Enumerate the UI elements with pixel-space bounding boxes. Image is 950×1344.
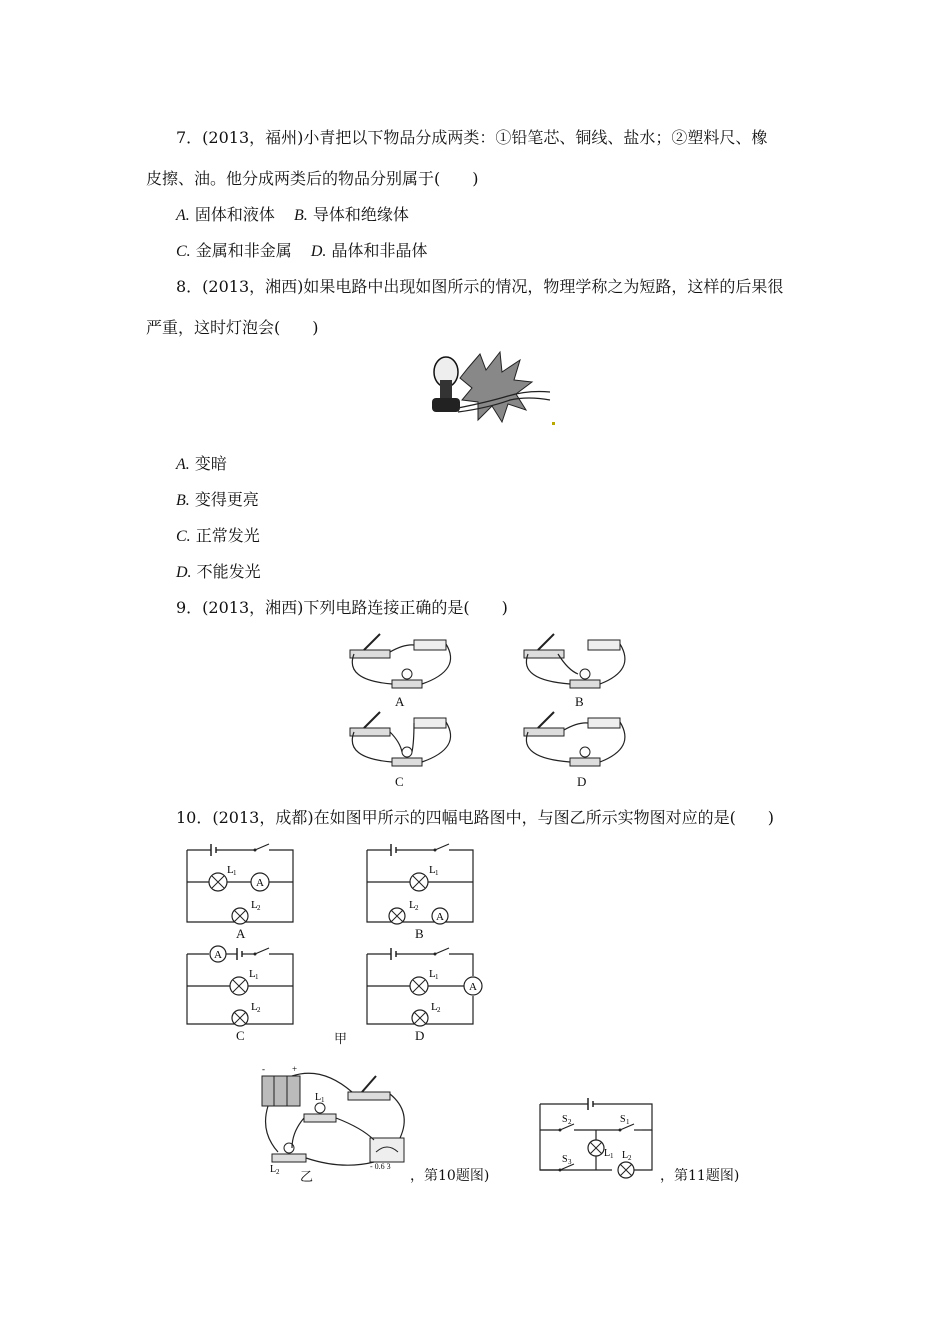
q8-option-b-text: 变得更亮	[194, 490, 259, 509]
q9-circuit-c	[344, 708, 464, 788]
svg-text:2: 2	[568, 1118, 572, 1126]
q9-label-d: D	[577, 774, 587, 789]
q7-option-b-letter: B.	[293, 207, 308, 224]
svg-text:2: 2	[415, 904, 419, 912]
q10-line1: 10．(2013，成都)在如图甲所示的四幅电路图中，与图乙所示实物图对应的是( )	[176, 808, 775, 827]
svg-text:2: 2	[628, 1154, 632, 1162]
svg-text:A: A	[214, 949, 222, 961]
q10-circuit-b	[365, 842, 477, 924]
svg-text:S: S	[562, 1114, 568, 1125]
svg-text:L: L	[429, 864, 436, 876]
q9-label-b: B	[575, 694, 584, 709]
q10-label-a: A	[236, 926, 246, 941]
q7-option-a-letter: A.	[176, 207, 190, 224]
q7-option-c-text: 金属和非金属	[195, 241, 292, 260]
q10-label-d: D	[415, 1028, 425, 1043]
svg-text:A: A	[256, 877, 264, 889]
svg-text:L: L	[227, 864, 234, 876]
svg-text:L: L	[604, 1148, 611, 1159]
q9-label-c: C	[395, 774, 404, 789]
q8-option-a-letter: A.	[176, 456, 190, 473]
q10-circuit-a	[185, 842, 297, 924]
svg-text:1: 1	[610, 1152, 614, 1160]
q8-option-a	[176, 454, 227, 475]
q10-label-c: C	[236, 1028, 245, 1043]
q8-option-a-text: 变暗	[194, 454, 227, 473]
q8-option-c	[176, 526, 260, 547]
q10-label-yi: 乙	[300, 1170, 314, 1185]
svg-text:L: L	[431, 1001, 438, 1013]
q7-option-d-letter: D.	[310, 243, 327, 260]
q10-circuit-c	[185, 944, 297, 1026]
svg-text:1: 1	[435, 869, 439, 877]
q8-option-b	[176, 490, 259, 511]
q9-line1: 9．(2013，湘西)下列电路连接正确的是( )	[176, 598, 508, 617]
q8-option-c-letter: C.	[176, 528, 191, 545]
svg-text:A: A	[436, 911, 444, 923]
svg-text:2: 2	[257, 1006, 261, 1014]
q8-option-d-text: 不能发光	[196, 562, 261, 581]
svg-text:-: -	[262, 1064, 265, 1074]
svg-text:2: 2	[276, 1168, 280, 1176]
fig10-caption: ，第10题图)	[410, 1168, 490, 1184]
svg-text:L: L	[429, 968, 436, 980]
q7-line1: 7．(2013，福州)小青把以下物品分成两类：①铅笔芯、铜线、盐水；②塑料尺、橡	[176, 128, 768, 147]
q8-line1: 8．(2013，湘西)如果电路中出现如图所示的情况，物理学称之为短路，这样的后果很	[176, 277, 784, 296]
svg-text:L: L	[409, 899, 416, 911]
q8-option-d-letter: D.	[176, 564, 192, 581]
short-circuit-bulb-figure	[428, 350, 558, 430]
svg-text:1: 1	[435, 973, 439, 981]
fig11-caption: ，第11题图)	[660, 1168, 740, 1184]
svg-text:L: L	[251, 1001, 258, 1013]
svg-text:L: L	[249, 968, 256, 980]
svg-text:3: 3	[568, 1158, 572, 1166]
svg-text:L: L	[251, 899, 258, 911]
q7-option-a-text: 固体和液体	[194, 205, 275, 224]
q8-option-b-letter: B.	[176, 492, 190, 509]
svg-text:L: L	[622, 1150, 629, 1161]
q10-meter-scale: - 0.6 3	[370, 1162, 391, 1171]
q7-option-b-text: 导体和绝缘体	[312, 205, 409, 224]
q8-option-c-text: 正常发光	[195, 526, 260, 545]
svg-text:1: 1	[626, 1118, 630, 1126]
q7-option-a-b	[176, 205, 409, 226]
svg-text:2: 2	[437, 1006, 441, 1014]
svg-text:S: S	[562, 1154, 568, 1165]
svg-text:1: 1	[255, 973, 259, 981]
q10-label-b: B	[415, 926, 424, 941]
q11-circuit	[536, 1088, 658, 1180]
q7-option-c-letter: C.	[176, 243, 191, 260]
q8-line2: 严重，这时灯泡会( )	[146, 318, 319, 337]
q10-circuit-d	[365, 944, 487, 1026]
svg-text:L: L	[315, 1092, 322, 1103]
q7-line2: 皮擦、油。他分成两类后的物品分别属于( )	[146, 169, 479, 188]
svg-text:L: L	[270, 1164, 277, 1175]
svg-text:1: 1	[321, 1096, 325, 1104]
svg-text:+: +	[292, 1064, 298, 1074]
svg-text:A: A	[469, 981, 477, 993]
q8-option-d	[176, 562, 261, 583]
q10-label-jia: 甲	[334, 1032, 348, 1047]
q7-option-d-text: 晶体和非晶体	[331, 241, 428, 260]
svg-text:S: S	[620, 1114, 626, 1125]
svg-text:1: 1	[233, 869, 237, 877]
q7-option-c-d	[176, 241, 428, 262]
q9-label-a: A	[395, 694, 405, 709]
svg-text:2: 2	[257, 904, 261, 912]
